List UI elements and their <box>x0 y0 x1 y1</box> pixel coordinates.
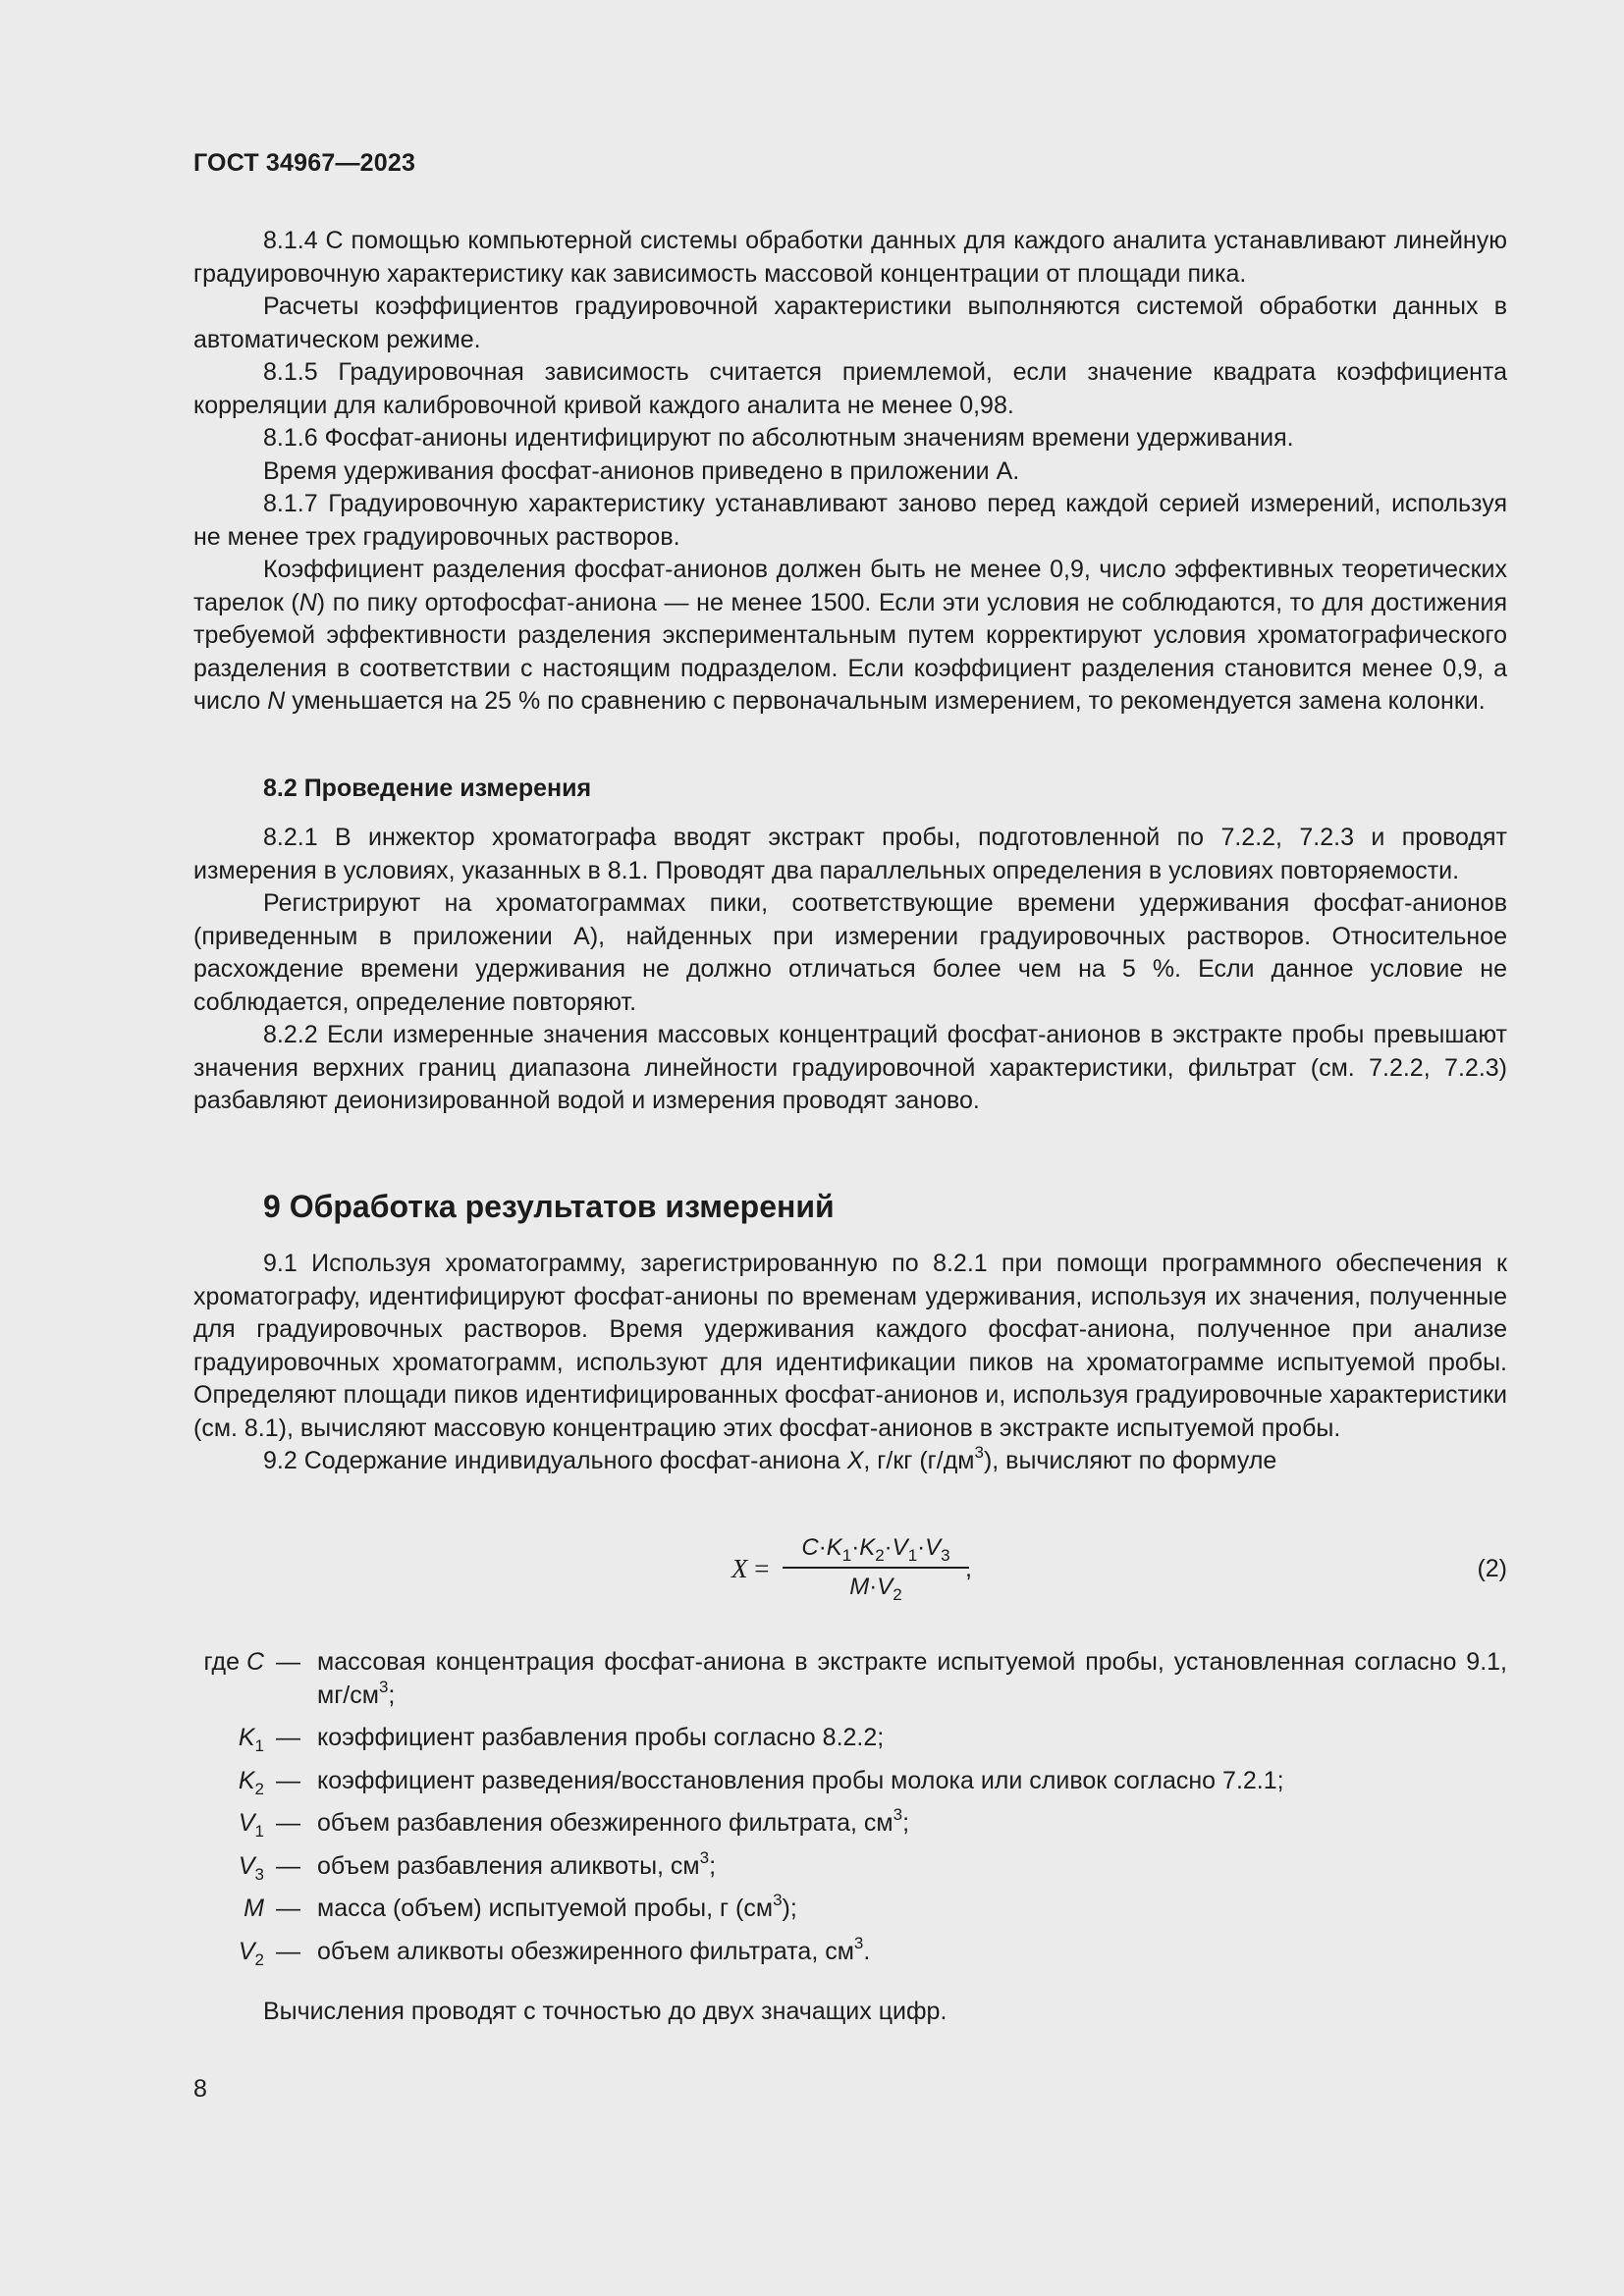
formula-lhs: X = <box>731 1554 770 1583</box>
definition-row <box>193 1765 1507 1798</box>
definition-row <box>193 1807 1507 1841</box>
definition-dash: — <box>276 1809 300 1837</box>
paragraph-9-2: 9.2 Содержание индивидуального фосфат-аниона X, г/кг $(г/дм^3)$, вычисляют по формуле <box>263 1443 1277 1474</box>
paragraph-calc-coefficients: Расчеты коэффициентов градуировочной характеристики выполняются системой обработки данных в автоматическом режиме. <box>193 293 1507 353</box>
definition-row <box>193 1646 1507 1712</box>
section-8-2 <box>193 822 1507 1118</box>
page-number: 8 <box>193 2075 207 2103</box>
definition-symbol: $K_2$ <box>238 1766 264 1798</box>
paragraph-9-1: 9.1 Используя хроматограмму, зарегистрированную по 8.2.1 при помощи программного обеспечения к хроматографу, идентифицируют фосфат-анионы по временам удерживания, используя их значения, полученные для градуировочных растворов. Время удерживания каждого фосфат-аниона, полученное при анализе градуировочных хроматограмм, используют для идентификации пиков на хроматограмме испытуемой пробы. Определяют площади пиков идентифицированных фосфат-анионов и, используя градуировочные характеристики (см. 8.1), вычисляют массовую концентрацию этих фосфат-анионов в экстракте испытуемой пробы. <box>193 1250 1507 1442</box>
formula-2 <box>193 1531 1507 1610</box>
paragraph-8-1-6: 8.1.6 Фосфат-анионы идентифицируют по абсолютным значениям времени удерживания. <box>263 424 1294 452</box>
definition-text: коэффициент разведения/восстановления пробы молока или сливок согласно 7.2.1; <box>317 1766 1284 1794</box>
definition-text: объем разбавления аликвоты, $см^3$; <box>317 1847 717 1880</box>
definition-dash: — <box>276 1895 300 1922</box>
definition-text: объем аликвоты обезжиренного фильтрата, $см^3$. <box>317 1933 871 1965</box>
section-9 <box>193 1248 1507 1478</box>
paragraph-8-2-1: 8.2.1 В инжектор хроматографа вводят экстракт пробы, подготовленной по 7.2.2, 7.2.3 и проводят измерения в условиях, указанных в 8.1. Проводят два параллельных определения в условиях повторяемости. <box>193 824 1507 884</box>
formula-number: (2) <box>1477 1555 1507 1582</box>
definition-symbol: $V_2$ <box>238 1937 264 1969</box>
definition-text: коэффициент разбавления пробы согласно 8.2.2; <box>317 1724 885 1751</box>
definition-text: массовая концентрация фосфат-аниона в экстракте испытуемой пробы, установленная согласно 9.1, $мг/см^3$; <box>317 1648 1507 1709</box>
definition-row <box>193 1722 1507 1755</box>
heading-9: 9 Обработка результатов измерений <box>263 1189 835 1224</box>
formula-fraction <box>783 1531 969 1604</box>
paragraph-chromatogram-peaks: Регистрируют на хроматограммах пики, соответствующие времени удерживания фосфат-анионов (приведенным в приложении А), найденных при измерении градуировочных растворов. Относительное расхождение времени удерживания не должно отличаться более чем на 5 %. Если данное условие не соблюдается, определение повторяют. <box>193 889 1507 1016</box>
definition-symbol: M <box>244 1895 264 1922</box>
paragraph-8-1-5: 8.1.5 Градуировочная зависимость считается приемлемой, если значение квадрата коэффициента корреляции для калибровочной кривой каждого аналита не менее 0,98. <box>193 358 1507 419</box>
definition-dash: — <box>276 1851 300 1880</box>
paragraph-8-2-2: 8.2.2 Если измеренные значения массовых концентраций фосфат-анионов в экстракте пробы превышают значения верхних границ диапазона линейности градуировочной характеристики, фильтрат (см. 7.2.2, 7.2.3) разбавляют деионизированной водой и измерения проводят заново. <box>193 1021 1507 1114</box>
formula-numerator: $C\cdot K_1\cdot K_2\cdot V_1\cdot V_3$ <box>783 1531 969 1569</box>
heading-8-2: 8.2 Проведение измерения <box>263 774 592 802</box>
definition-row <box>193 1893 1507 1926</box>
definition-dash: — <box>276 1937 300 1965</box>
paragraph-retention-time: Время удерживания фосфат-анионов приведено в приложении А. <box>263 456 1020 485</box>
formula-denominator: $M\cdot V_2$ <box>849 1574 902 1604</box>
section-8-1-continued <box>193 225 1507 719</box>
definition-dash: — <box>276 1724 300 1751</box>
formula-comma: , <box>965 1555 972 1582</box>
definition-dash: — <box>276 1648 300 1676</box>
paragraph-separation-coefficient: Коэффициент разделения фосфат-анионов должен быть не менее 0,9, число эффективных теоретических тарелок (N) по пику ортофосфат-аниона — не менее 1500. Если эти условия не соблюдаются, то для достижения требуемой эффективности разделения экспериментальным путем корректируют условия хроматографического разделения в соответствии с настоящим подразделом. Если коэффициент разделения становится менее 0,9, а число N уменьшается на 25 % по сравнению с первоначальным измерением, то рекомендуется замена колонки. <box>193 556 1508 715</box>
definition-text: объем разбавления обезжиренного фильтрата, $см^3$; <box>317 1805 910 1837</box>
definition-symbol: $V_1$ <box>238 1809 264 1841</box>
definition-dash: — <box>276 1766 300 1794</box>
definition-symbol: где C <box>203 1648 264 1676</box>
document-header: ГОСТ 34967—2023 <box>193 149 416 177</box>
paragraph-precision: Вычисления проводят с точностью до двух значащих цифр. <box>263 1998 947 2025</box>
definition-symbol: $V_3$ <box>238 1851 264 1884</box>
definition-row <box>193 1847 1507 1884</box>
definition-row <box>193 1933 1507 1969</box>
variable-definitions <box>193 1646 1507 1978</box>
definition-text: масса (объем) испытуемой пробы, г $(см^3)$; <box>317 1891 797 1922</box>
paragraph-8-1-7: 8.1.7 Градуировочную характеристику устанавливают заново перед каждой серией измерений, используя не менее трех градуировочных растворов. <box>193 490 1507 551</box>
definition-symbol: $K_1$ <box>238 1724 264 1755</box>
paragraph-8-1-4: 8.1.4 С помощью компьютерной системы обработки данных для каждого аналита устанавливают линейную градуировочную характеристику как зависимость массовой концентрации от площади пика. <box>193 227 1507 288</box>
